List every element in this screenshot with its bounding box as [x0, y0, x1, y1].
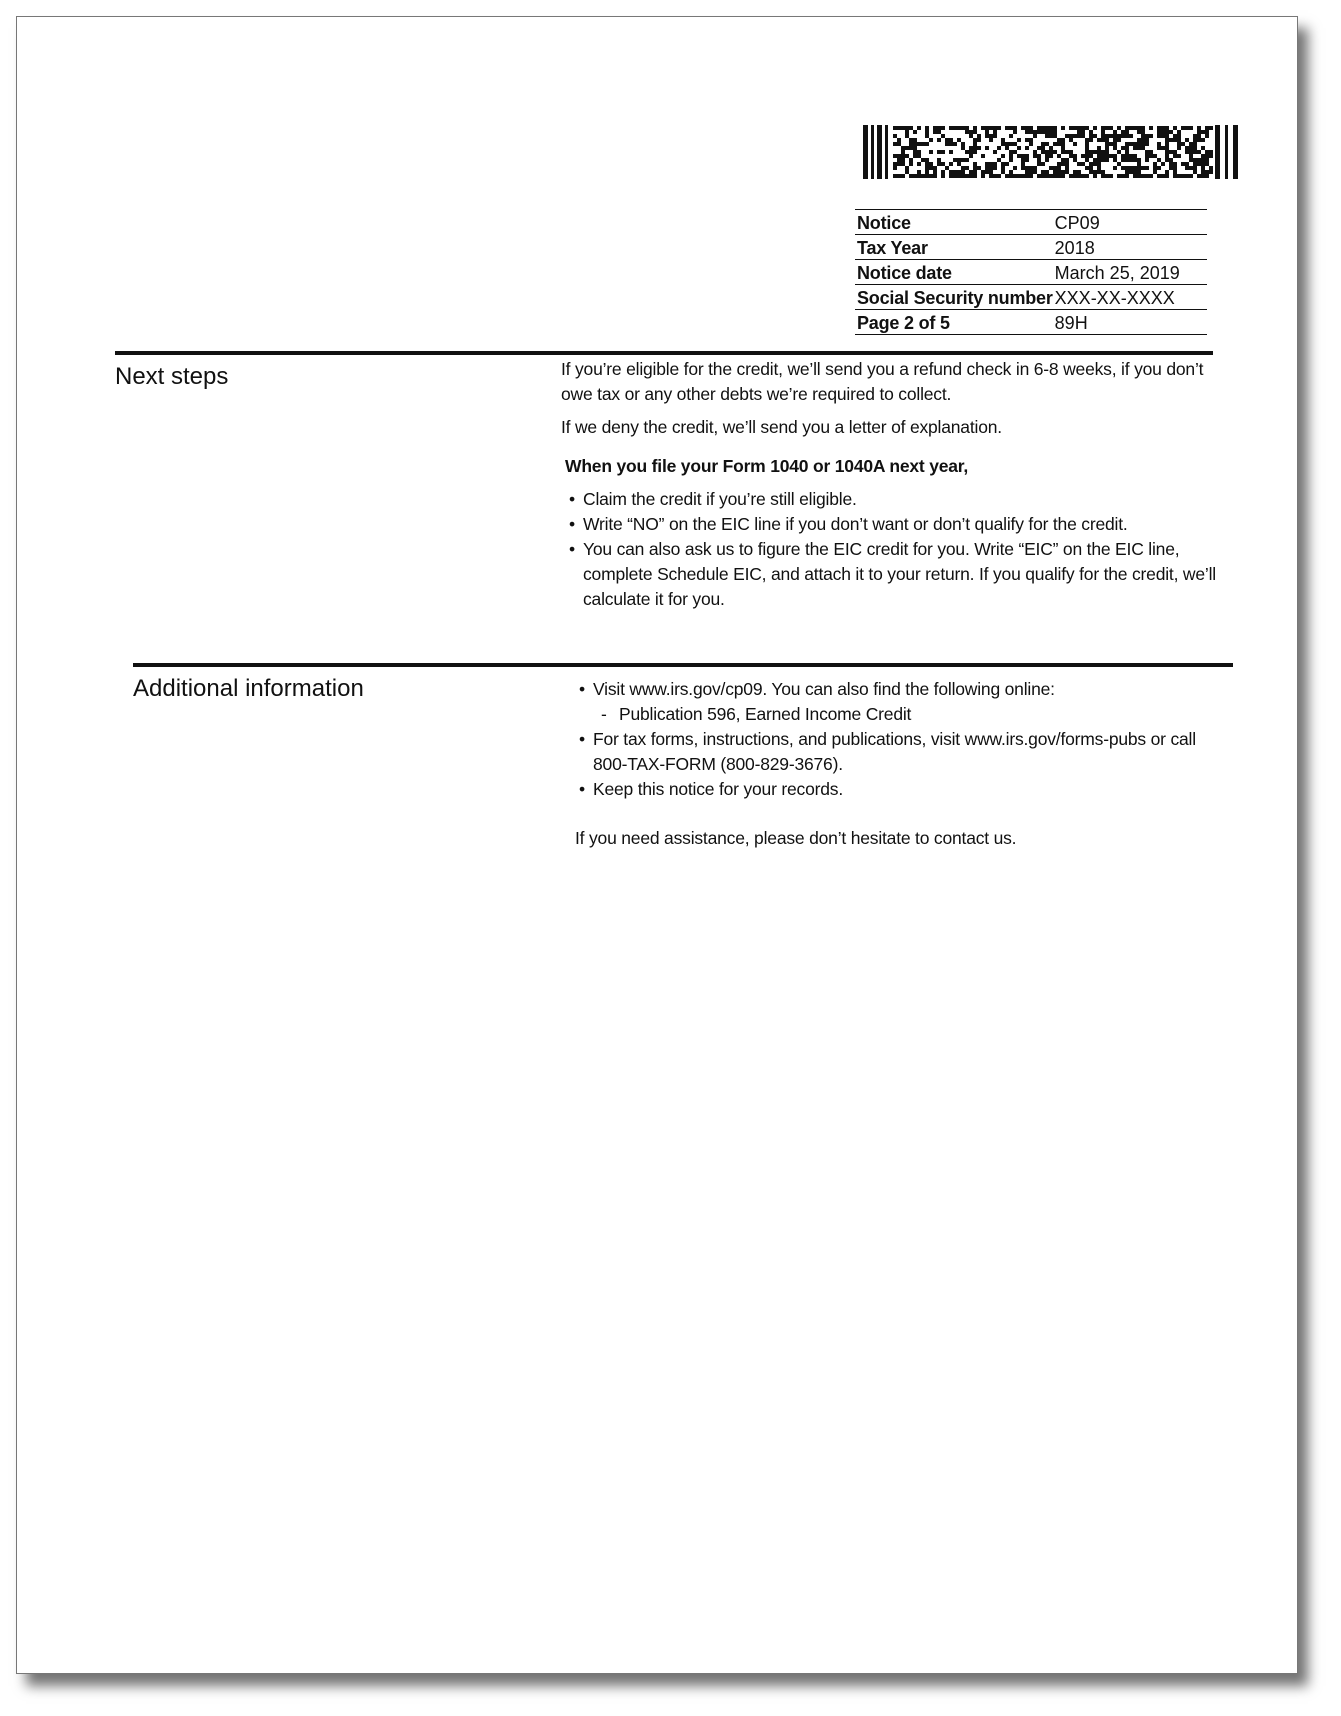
sub-list-item	[571, 702, 1221, 727]
list-item-text: For tax forms, instructions, and publications, visit www.irs.gov/forms-pubs or call 800-TAX-FORM (800-829-3676).	[593, 729, 1196, 774]
list-item	[571, 727, 1221, 777]
info-label: Social Security number	[855, 285, 1053, 310]
info-label: Tax Year	[855, 235, 1053, 260]
info-value: XXX-XX-XXXX	[1053, 285, 1207, 310]
barcode-2d-icon	[863, 121, 1241, 183]
next-steps-list	[561, 487, 1221, 612]
section-divider	[115, 351, 1213, 355]
bullet-icon: •	[579, 729, 585, 749]
section-title-additional-information: Additional information	[133, 675, 364, 702]
list-item	[561, 487, 1221, 512]
bullet-icon: •	[569, 489, 575, 509]
list-item	[561, 512, 1221, 537]
bullet-icon: •	[569, 539, 575, 559]
list-item-text: You can also ask us to figure the EIC credit for you. Write “EIC” on the EIC line, complete Schedule EIC, and attach it to your return. If you qualify for the credit, we’ll calculate it for you.	[583, 539, 1216, 609]
bullet-icon: •	[569, 514, 575, 534]
dash-icon: -	[601, 704, 607, 724]
next-steps-paragraph: If we deny the credit, we’ll send you a letter of explanation.	[561, 417, 1002, 437]
list-item	[571, 677, 1221, 702]
bullet-icon: •	[579, 679, 585, 699]
list-item-text: Keep this notice for your records.	[593, 779, 843, 799]
info-label: Notice	[855, 210, 1053, 235]
info-label: Notice date	[855, 260, 1053, 285]
list-item-text: Visit www.irs.gov/cp09. You can also find the following online:	[593, 679, 1055, 699]
info-value: 89H	[1053, 310, 1207, 335]
next-steps-body	[561, 357, 1221, 612]
additional-info-list	[571, 677, 1221, 802]
info-row-tax-year	[855, 235, 1207, 260]
bullet-icon: •	[579, 779, 585, 799]
info-row-notice-date	[855, 260, 1207, 285]
form-filing-heading: When you file your Form 1040 or 1040A next year,	[565, 456, 969, 476]
additional-info-body	[571, 677, 1221, 859]
section-title-next-steps: Next steps	[115, 363, 229, 390]
section-divider	[133, 663, 1233, 667]
info-row-notice	[855, 210, 1207, 235]
info-value: March 25, 2019	[1053, 260, 1207, 285]
notice-page	[16, 16, 1298, 1674]
next-steps-paragraph: If you’re eligible for the credit, we’ll send you a refund check in 6-8 weeks, if you don’t owe tax or any other debts we’re required to collect.	[561, 359, 1204, 404]
list-item-text: Publication 596, Earned Income Credit	[619, 704, 912, 724]
info-row-page	[855, 310, 1207, 335]
notice-info-table	[855, 209, 1207, 335]
list-item-text: Claim the credit if you’re still eligible.	[583, 489, 857, 509]
info-value: CP09	[1053, 210, 1207, 235]
closing-line: If you need assistance, please don’t hesitate to contact us.	[575, 828, 1017, 848]
list-item-text: Write “NO” on the EIC line if you don’t want or don’t qualify for the credit.	[583, 514, 1128, 534]
info-row-ssn	[855, 285, 1207, 310]
list-item	[561, 537, 1221, 612]
list-item	[571, 777, 1221, 802]
info-value: 2018	[1053, 235, 1207, 260]
info-label: Page 2 of 5	[855, 310, 1053, 335]
